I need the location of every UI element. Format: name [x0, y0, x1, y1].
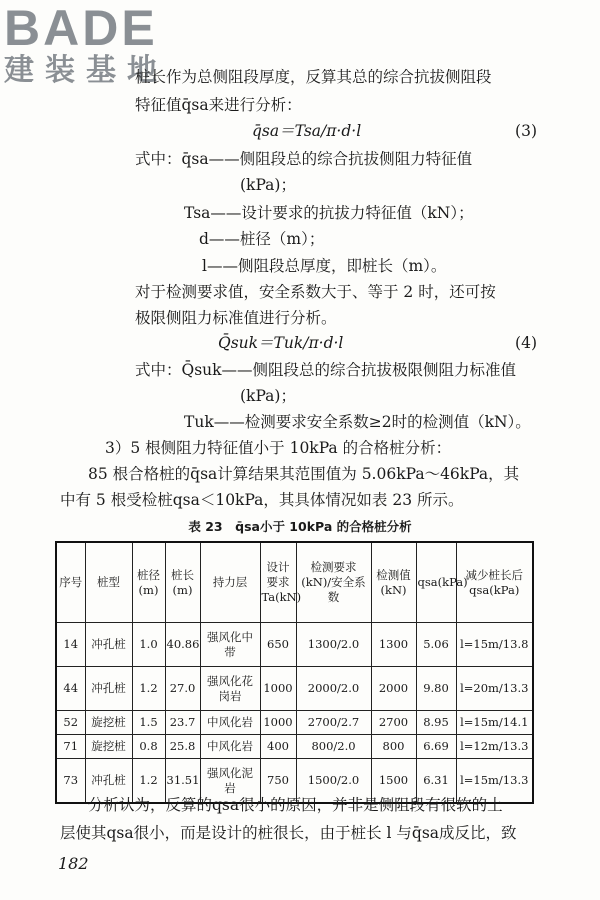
table-cell: l=20m/13.3 — [456, 667, 533, 711]
table-cell: 1500/2.0 — [296, 759, 371, 804]
table-cell: 中风化岩 — [200, 735, 260, 759]
table-cell: 8.95 — [416, 711, 456, 735]
table-cell: 强风化中带 — [200, 623, 260, 667]
header-cell: 桩长(m) — [165, 542, 200, 623]
table-cell: 0.8 — [132, 735, 165, 759]
table-caption: 表 23 q̄sa小于 10kPa 的合格桩分析 — [188, 519, 412, 534]
table-cell: 1.0 — [132, 623, 165, 667]
table-cell: 400 — [260, 735, 296, 759]
header-cell: 设计要求Ta(kN) — [260, 542, 296, 623]
table-cell: 44 — [56, 667, 85, 711]
text-line: 85 根合格桩的q̄sa计算结果其范围值为 5.06kPa～46kPa，其 — [88, 465, 520, 483]
table-cell: 冲孔桩 — [85, 667, 132, 711]
table-row — [56, 711, 533, 735]
table-cell: 1.5 — [132, 711, 165, 735]
equation-number-4: (4) — [515, 334, 537, 352]
table-cell: 1300/2.0 — [296, 623, 371, 667]
table-cell: 旋挖桩 — [85, 711, 132, 735]
text-line: 中有 5 根受检桩qsa＜10kPa，其具体情况如表 23 所示。 — [60, 491, 464, 509]
text-line: 桩长作为总侧阻段厚度，反算其总的综合抗拔侧阻段 — [135, 68, 492, 86]
header-cell: 序号 — [56, 542, 85, 623]
table-cell: 强风化泥岩 — [200, 759, 260, 804]
table-cell: 1.2 — [132, 759, 165, 804]
table-cell: 冲孔桩 — [85, 759, 132, 804]
table-cell: 2700/2.7 — [296, 711, 371, 735]
header-cell: 减少桩长后qsa(kPa) — [456, 542, 533, 623]
table-cell: 71 — [56, 735, 85, 759]
table-row — [56, 735, 533, 759]
table-cell: 2000/2.0 — [296, 667, 371, 711]
table-row — [56, 623, 533, 667]
text-line: 对于检测要求值，安全系数大于、等于 2 时，还可按 — [135, 283, 496, 301]
table-cell: 1000 — [260, 667, 296, 711]
table-cell: 750 — [260, 759, 296, 804]
text-line: 3）5 根侧阻力特征值小于 10kPa 的合格桩分析： — [105, 439, 452, 457]
table-cell: 6.31 — [416, 759, 456, 804]
logo-brand: BADE — [4, 0, 158, 56]
table-cell: 25.8 — [165, 735, 200, 759]
table-cell: 5.06 — [416, 623, 456, 667]
table-cell: 1.2 — [132, 667, 165, 711]
text-line: d——桩径（m）； — [199, 230, 325, 248]
table-cell: 800/2.0 — [296, 735, 371, 759]
table-cell: 中风化岩 — [200, 711, 260, 735]
header-cell: 检测值(kN) — [371, 542, 416, 623]
table-cell: 1000 — [260, 711, 296, 735]
text-line: 层使其qsa很小，而是设计的桩很长，由于桩长 l 与q̄sa成反比，致 — [60, 824, 517, 842]
text-line: 极限侧阻力标准值进行分析。 — [135, 309, 337, 327]
text-line: l——侧阻段总厚度，即桩长（m）。 — [202, 257, 447, 275]
formula-3: q̄sa＝Tsa/π·d·l — [252, 122, 362, 140]
table-header-row — [56, 542, 533, 623]
logo-subtitle: 建装基地 — [4, 53, 168, 88]
table-cell: 6.69 — [416, 735, 456, 759]
table-cell: l=15m/13.3 — [456, 759, 533, 804]
table-cell: 40.86 — [165, 623, 200, 667]
table-row — [56, 667, 533, 711]
table-cell: 800 — [371, 735, 416, 759]
formula-4: Q̄suk＝Tuk/π·d·l — [218, 334, 344, 352]
table-cell: l=12m/13.3 — [456, 735, 533, 759]
table-cell: 旋挖桩 — [85, 735, 132, 759]
header-cell: 检测要求(kN)/安全系数 — [296, 542, 371, 623]
text-line: (kPa)； — [240, 176, 296, 194]
header-cell: 持力层 — [200, 542, 260, 623]
table-cell: 2700 — [371, 711, 416, 735]
equation-number-3: (3) — [515, 122, 537, 140]
table-cell: 2000 — [371, 667, 416, 711]
text-line: Tuk——检测要求安全系数≥2时的检测值（kN）。 — [184, 413, 531, 431]
table-cell: 14 — [56, 623, 85, 667]
table-cell: 73 — [56, 759, 85, 804]
header-cell: 桩径(m) — [132, 542, 165, 623]
data-table — [55, 541, 534, 804]
table-cell: 1500 — [371, 759, 416, 804]
table-cell: 31.51 — [165, 759, 200, 804]
table-cell: 23.7 — [165, 711, 200, 735]
text-line: (kPa)； — [240, 387, 296, 405]
text-line: Tsa——设计要求的抗拔力特征值（kN）； — [184, 204, 474, 222]
table-cell: 27.0 — [165, 667, 200, 711]
table-cell: 冲孔桩 — [85, 623, 132, 667]
text-line: 式中：Q̄suk——侧阻段总的综合抗拔极限侧阻力标准值 — [135, 361, 517, 379]
table-cell: 1300 — [371, 623, 416, 667]
table-cell: 650 — [260, 623, 296, 667]
text-line: 式中：q̄sa——侧阻段总的综合抗拔侧阻力特征值 — [135, 150, 473, 168]
table-cell: 强风化花岗岩 — [200, 667, 260, 711]
table-cell: l=15m/13.8 — [456, 623, 533, 667]
header-cell: 桩型 — [85, 542, 132, 623]
table-cell: l=15m/14.1 — [456, 711, 533, 735]
text-line: 分析认为，反算的qsa很小的原因，并非是侧阻段有很软的土 — [88, 796, 503, 814]
header-cell: qsa(kPa) — [416, 542, 456, 623]
table-cell: 9.80 — [416, 667, 456, 711]
text-line: 特征值q̄sa来进行分析： — [135, 96, 302, 114]
page-number: 182 — [58, 854, 89, 873]
table-cell: 52 — [56, 711, 85, 735]
